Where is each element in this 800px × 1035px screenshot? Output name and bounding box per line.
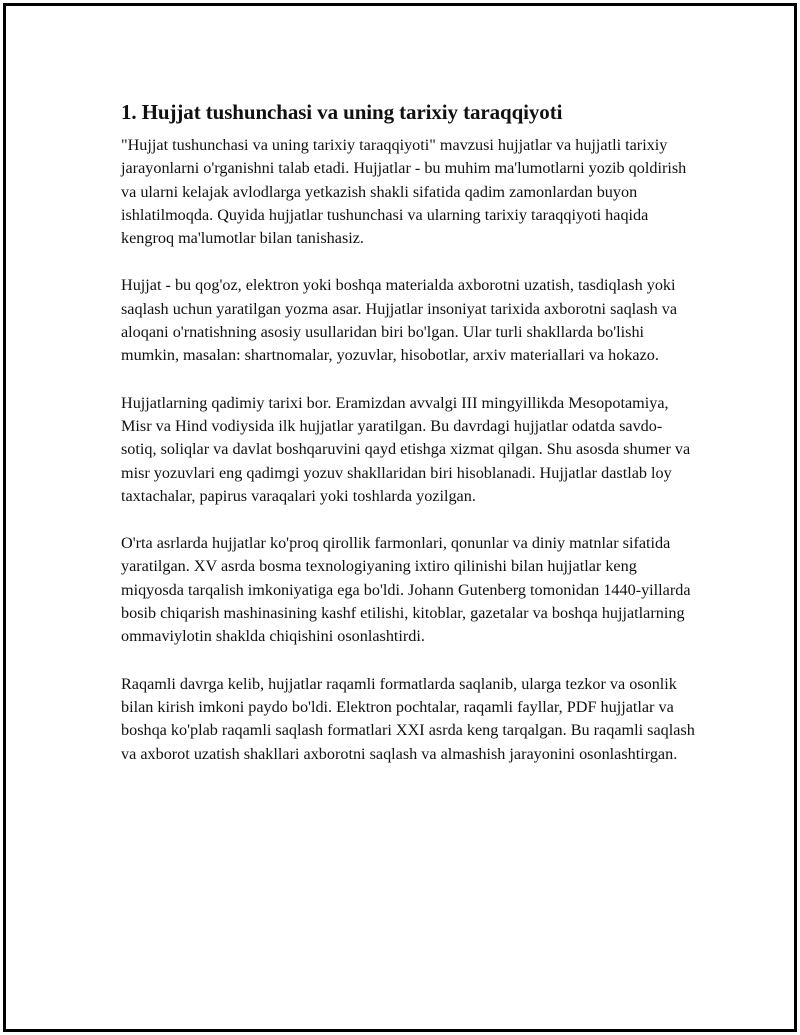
document-body bbox=[121, 98, 696, 790]
paragraph-definition: Hujjat - bu qog'oz, elektron yoki boshqa materialda axborotni uzatish, tasdiqlash yoki saqlash uchun yaratilgan yozma asar. Hujjatlar insoniyat tarixida axborotni saqlash va aloqani o'rnatishning asosiy usullaridan biri bo'lgan. Ular turli shakllarda bo'lishi mumkin, masalan: shartnomalar, yozuvlar, hisobotlar, arxiv materiallari va hokazo. bbox=[121, 276, 678, 365]
paragraph-intro: "Hujjat tushunchasi va uning tarixiy taraqqiyoti" mavzusi hujjatlar va hujjatli tarixiy jarayonlarni o'rganishni talab etadi. Hujjatlar - bu muhim ma'lumotlarni yozib qoldirish va ularni kelajak avlodlarga yetkazish shakli sifatida qadim zamonlardan buyon ishlatilmoqda. Quyida hujjatlar tushunchasi va ularning tarixiy taraqqiyoti haqida kengroq ma'lumotlar bilan tanishasiz. bbox=[121, 136, 687, 248]
paragraph-digital-era: Raqamli davrga kelib, hujjatlar raqamli formatlarda saqlanib, ularga tezkor va osonlik bilan kirish imkoni paydo bo'ldi. Elektron pochtalar, raqamli fayllar, PDF hujjatlar va boshqa ko'plab raqamli saqlash formatlari XXI asrda keng tarqalgan. Bu raqamli saqlash va axborot uzatish shakllari axborotni saqlash va almashish jarayonini osonlashtirgan. bbox=[121, 674, 695, 763]
paragraph-ancient-history: Hujjatlarning qadimiy tarixi bor. Eramizdan avvalgi III mingyillikda Mesopotamiya, Misr va Hind vodiysida ilk hujjatlar yaratilgan. Bu davrdagi hujjatlar odatda savdo-sotiq, soliqlar va davlat boshqaruvini qayd etishga xizmat qilgan. Shu asosda shumer va misr yozuvlari eng qadimgi yozuv shakllaridan biri hisoblanadi. Hujjatlar dastlab loy taxtachalar, papirus varaqalari yoki toshlarda yozilgan. bbox=[121, 393, 691, 505]
document-page bbox=[3, 3, 797, 1032]
section-heading: 1. Hujjat tushunchasi va uning tarixiy taraqqiyoti bbox=[121, 100, 563, 124]
paragraph-middle-ages: O'rta asrlarda hujjatlar ko'proq qirollik farmonlari, qonunlar va diniy matnlar sifatida yaratilgan. XV asrda bosma texnologiyaning ixtiro qilinishi bilan hujjatlar keng miqyosda tarqalish imkoniyatiga ega bo'ldi. Johann Gutenberg tomonidan 1440-yillarda bosib chiqarish mashinasining kashf etilishi, kitoblar, gazetalar va boshqa hujjatlarning ommaviylotin shaklda chiqishini osonlashtirdi. bbox=[121, 534, 691, 646]
